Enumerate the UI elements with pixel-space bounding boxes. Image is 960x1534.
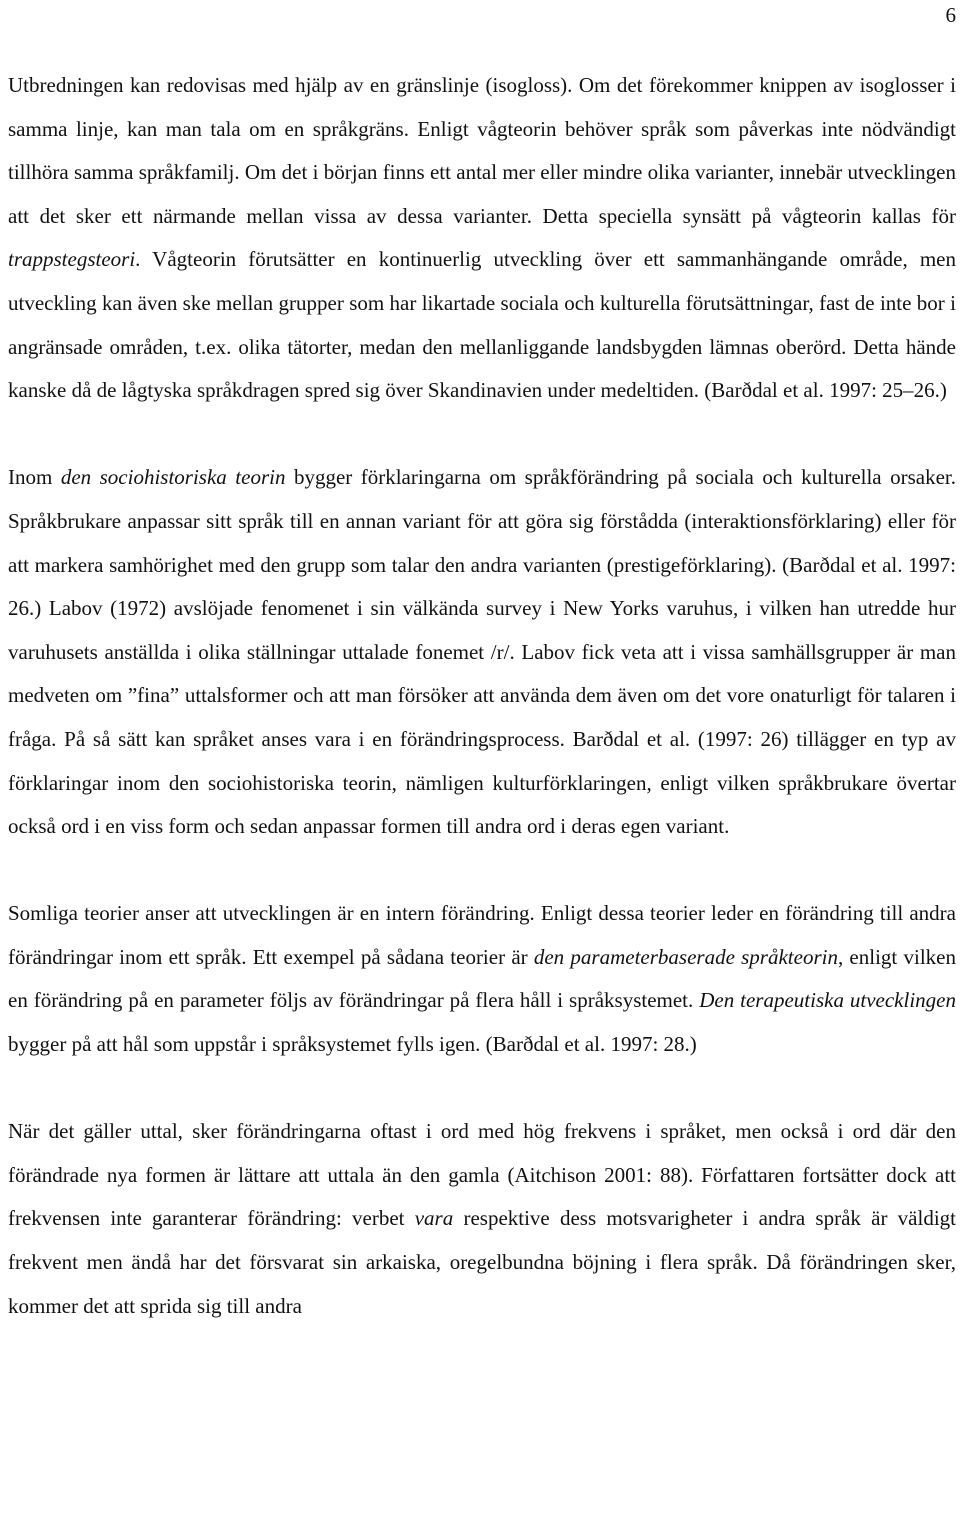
paragraph-sociohistoriska-teorin [8,456,956,848]
paragraph-intern-forandring [8,892,956,1066]
paragraph-text: När det gäller uttal, sker förändringarna oftast i ord med hög frekvens i språket, men också i ord där den förändrade nya formen är lättare att uttala än den gamla (Aitchison 2001: 88). Författaren fortsätter dock att frekvensen inte garanterar förändring: verbet [8,1119,956,1231]
emphasized-term: vara [414,1206,454,1231]
paragraph-gap [8,849,956,893]
paragraph-gap [8,413,956,457]
emphasized-term: den parameterbaserade språkteorin [533,944,838,969]
emphasized-term: Den terapeutiska utvecklingen [699,988,956,1013]
paragraph-vagteorin [8,64,956,413]
paragraph-text: bygger på att hål som uppstår i språksystemet fylls igen. (Barðdal et al. 1997: 28.) [8,1032,697,1057]
paragraph-text: Inom [8,465,61,490]
paragraph-text: , enligt vilken en förändring på en parameter följs av förändringar på flera håll i språksystemet. [8,944,956,1013]
paragraph-text: Utbredningen kan redovisas med hjälp av en gränslinje (isogloss). Om det förekommer knippen av isoglosser i samma linje, kan man tala om en språkgräns. Enligt vågteorin behöver språk som påverkas inte nödvändigt tillhöra samma språkfamilj. Om det i början finns ett antal mer eller mindre olika varianter, innebär utvecklingen att det sker ett närmande mellan vissa av dessa varianter. Detta speciella synsätt på vågteorin kallas för [8,73,956,228]
page-number: 6 [945,3,956,27]
paragraph-text: . Vågteorin förutsätter en kontinuerlig utveckling över ett sammanhängande område, men utveckling kan även ske mellan grupper som har likartade sociala och kulturella förutsättningar, fast de inte bor i angränsade områden, t.ex. olika tätorter, medan den mellanliggande landsbygden lämnas oberörd. Detta hände kanske då de lågtyska språkdragen spred sig över Skandinavien under medeltiden. (Barðdal et al. 1997: 25–26.) [8,247,956,403]
paragraph-gap [8,1067,956,1111]
paragraph-text: bygger förklaringarna om språkförändring på sociala och kulturella orsaker. Språkbrukare anpassar sitt språk till en annan variant för att göra sig förstådda (interaktionsförklaring) eller för att markera samhörighet med den grupp som talar den andra varianten (prestigeförklaring). (Barðdal et al. 1997: 26.) Labov (1972) avslöjade fenomenet i sin välkända survey i New Yorks varuhus, i vilken han utredde hur varuhusets anställda i olika ställningar uttalade fonemet /r/. Labov fick veta att i vissa samhällsgrupper är man medveten om ”fina” uttalsformer och att man försöker att använda dem även om det vore onaturligt för talaren i fråga. På så sätt kan språket anses vara i en förändringsprocess. Barðdal et al. (1997: 26) tillägger en typ av förklaringar inom den sociohistoriska teorin, nämligen kulturförklaringen, enligt vilken språkbrukare övertar också ord i en viss form och sedan anpassar formen till andra ord i deras egen variant. [8,465,957,839]
emphasized-term: den sociohistoriska teorin [60,465,286,490]
page-body [8,64,956,1328]
paragraph-text: Somliga teorier anser att utvecklingen är en intern förändring. Enligt dessa teorier leder en förändring till andra förändringar inom ett språk. Ett exempel på sådana teorier är [8,901,956,969]
paragraph-text: respektive dess motsvarigheter i andra språk är väldigt frekvent men ändå har det försvarat sin arkaiska, oregelbundna böjning i flera språk. Då förändringen sker, kommer det att sprida sig till andra [8,1206,956,1318]
emphasized-term: trappstegsteori [8,247,136,272]
paragraph-uttal [8,1110,956,1328]
